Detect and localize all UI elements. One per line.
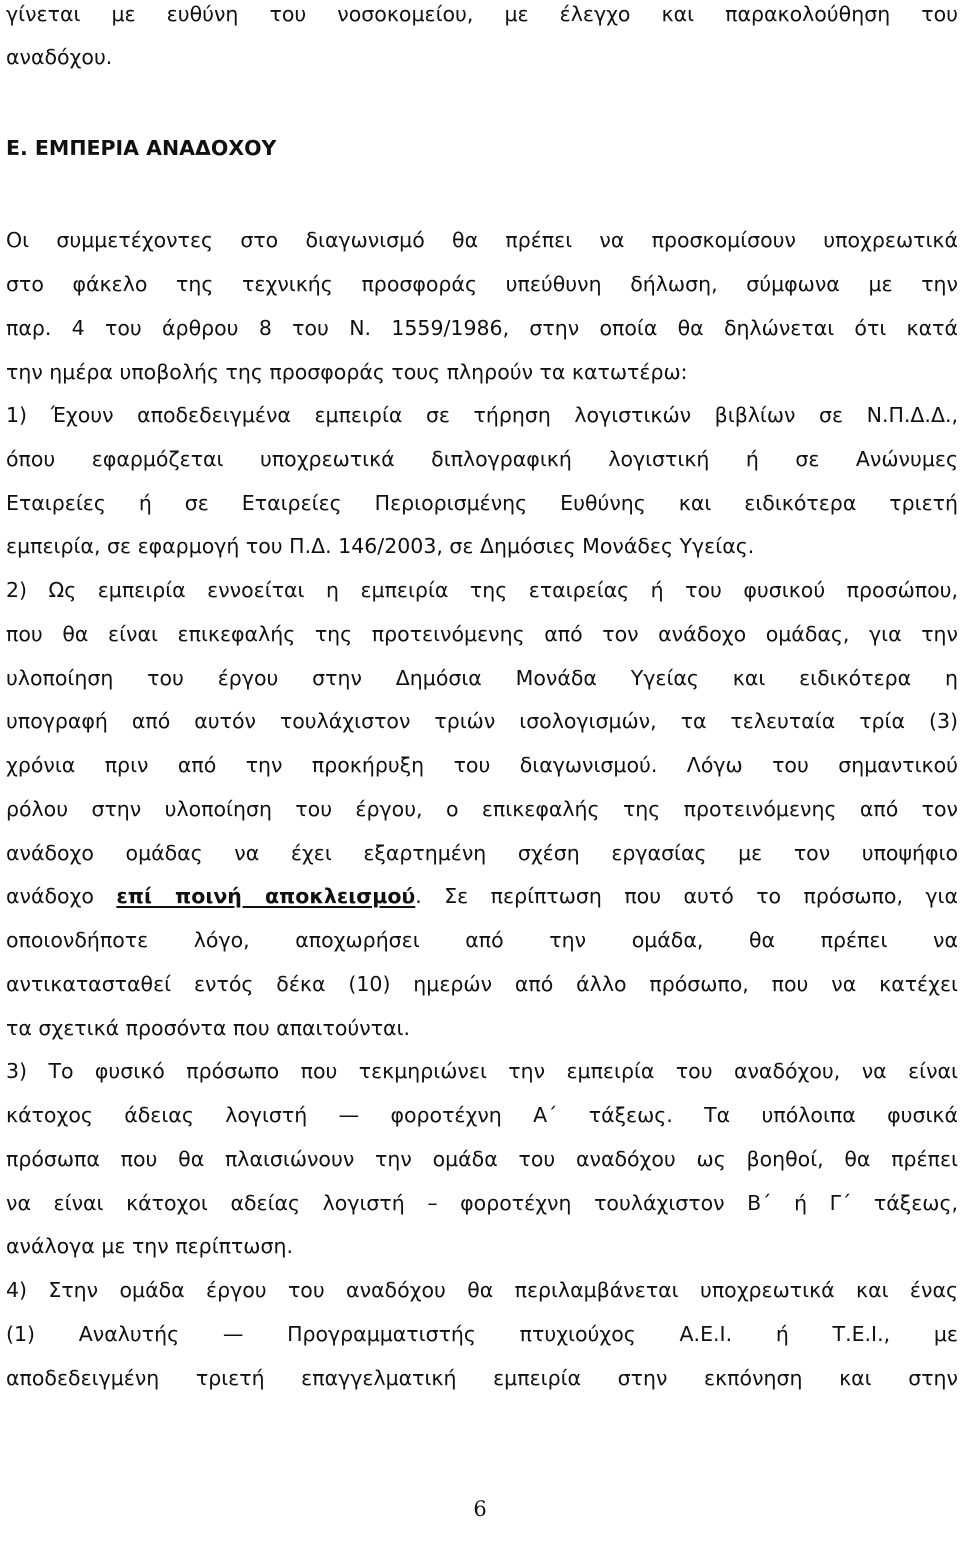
item-2-line-9: οποιονδήποτε λόγο, αποχωρήσει από την ομάδα, θα πρέπει να xyxy=(6,928,958,952)
intro-line-1: γίνεται με ευθύνη του νοσοκομείου, με έλεγχο και παρακολούθηση του xyxy=(6,2,958,26)
item-3-line-4: να είναι κάτοχοι αδείας λογιστή – φοροτέχνη τουλάχιστον Β΄ ή Γ΄ τάξεως, xyxy=(6,1191,958,1215)
item-3-line-2: κάτοχος άδειας λογιστή — φοροτέχνη Α΄ τάξεως. Τα υπόλοιπα φυσικά xyxy=(6,1103,958,1127)
item-1-line-1: 1) Έχουν αποδεδειγμένα εμπειρία σε τήρηση λογιστικών βιβλίων σε Ν.Π.Δ.Δ., xyxy=(6,403,958,427)
item-1-line-4: εμπειρία, σε εφαρμογή του Π.Δ. 146/2003, σε Δημόσιες Μονάδες Υγείας. xyxy=(6,534,755,558)
opening-line-2: στο φάκελο της τεχνικής προσφοράς υπεύθυνη δήλωση, σύμφωνα με την xyxy=(6,272,958,296)
item-2-line-10: αντικατασταθεί εντός δέκα (10) ημερών από άλλο πρόσωπο, που να κατέχει xyxy=(6,972,958,996)
item-1-line-3: Εταιρείες ή σε Εταιρείες Περιορισμένης Ευθύνης και ειδικότερα τριετή xyxy=(6,491,958,515)
page-number: 6 xyxy=(473,1497,487,1521)
item-1-line-2: όπου εφαρμόζεται υποχρεωτικά διπλογραφική λογιστική ή σε Ανώνυμες xyxy=(6,447,958,471)
item-4-line-2: (1) Αναλυτής — Προγραμματιστής πτυχιούχος Α.Ε.Ι. ή Τ.Ε.Ι., με xyxy=(6,1322,958,1346)
opening-line-1: Οι συμμετέχοντες στο διαγωνισμό θα πρέπει να προσκομίσουν υποχρεωτικά xyxy=(6,228,958,252)
item-2-line-8-start: ανάδοχο xyxy=(6,884,117,908)
item-2-line-5: χρόνια πριν από την προκήρυξη του διαγωνισμού. Λόγω του σημαντικού xyxy=(6,753,958,777)
item-4-line-1: 4) Στην ομάδα έργου του αναδόχου θα περιλαμβάνεται υποχρεωτικά και ένας xyxy=(6,1278,958,1302)
item-2-line-1: 2) Ως εμπειρία εννοείται η εμπειρία της εταιρείας ή του φυσικού προσώπου, xyxy=(6,578,958,602)
item-3-line-1: 3) Το φυσικό πρόσωπο που τεκμηριώνει την εμπειρία του αναδόχου, να είναι xyxy=(6,1059,958,1083)
item-2-line-3: υλοποίηση του έργου στην Δημόσια Μονάδα Υγείας και ειδικότερα η xyxy=(6,666,958,690)
exclusion-penalty-emphasis: επί ποινή αποκλεισμού xyxy=(116,884,416,908)
item-2-line-7: ανάδοχο ομάδας να έχει εξαρτημένη σχέση εργασίας με τον υποψήφιο xyxy=(6,841,958,865)
opening-line-3: παρ. 4 του άρθρου 8 του Ν. 1559/1986, στην οποία θα δηλώνεται ότι κατά xyxy=(6,316,958,340)
item-2-line-8-end: . Σε περίπτωση που αυτό το πρόσωπο, για xyxy=(415,884,958,908)
item-2-line-2: που θα είναι επικεφαλής της προτεινόμενης από τον ανάδοχο ομάδας, για την xyxy=(6,622,958,646)
item-3-line-3: πρόσωπα που θα πλαισιώνουν την ομάδα του αναδόχου ως βοηθοί, θα πρέπει xyxy=(6,1147,958,1171)
section-heading: Ε. ΕΜΠΕΡΙΑ ΑΝΑΔΟΧΟΥ xyxy=(6,136,277,160)
item-4-line-3: αποδεδειγμένη τριετή επαγγελματική εμπειρία στην εκπόνηση και στην xyxy=(6,1366,958,1390)
item-2-line-6: ρόλου στην υλοποίηση του έργου, ο επικεφαλής της προτεινόμενης από τον xyxy=(6,797,958,821)
intro-line-2: αναδόχου. xyxy=(6,45,113,69)
item-2-line-4: υπογραφή από αυτόν τουλάχιστον τριών ισολογισμών, τα τελευταία τρία (3) xyxy=(6,709,958,733)
item-3-line-5: ανάλογα με την περίπτωση. xyxy=(6,1234,293,1258)
opening-line-4: την ημέρα υποβολής της προσφοράς τους πληρούν τα κατωτέρω: xyxy=(6,360,688,384)
item-2-line-8 xyxy=(6,880,958,912)
item-2-line-11: τα σχετικά προσόντα που απαιτούνται. xyxy=(6,1016,411,1040)
